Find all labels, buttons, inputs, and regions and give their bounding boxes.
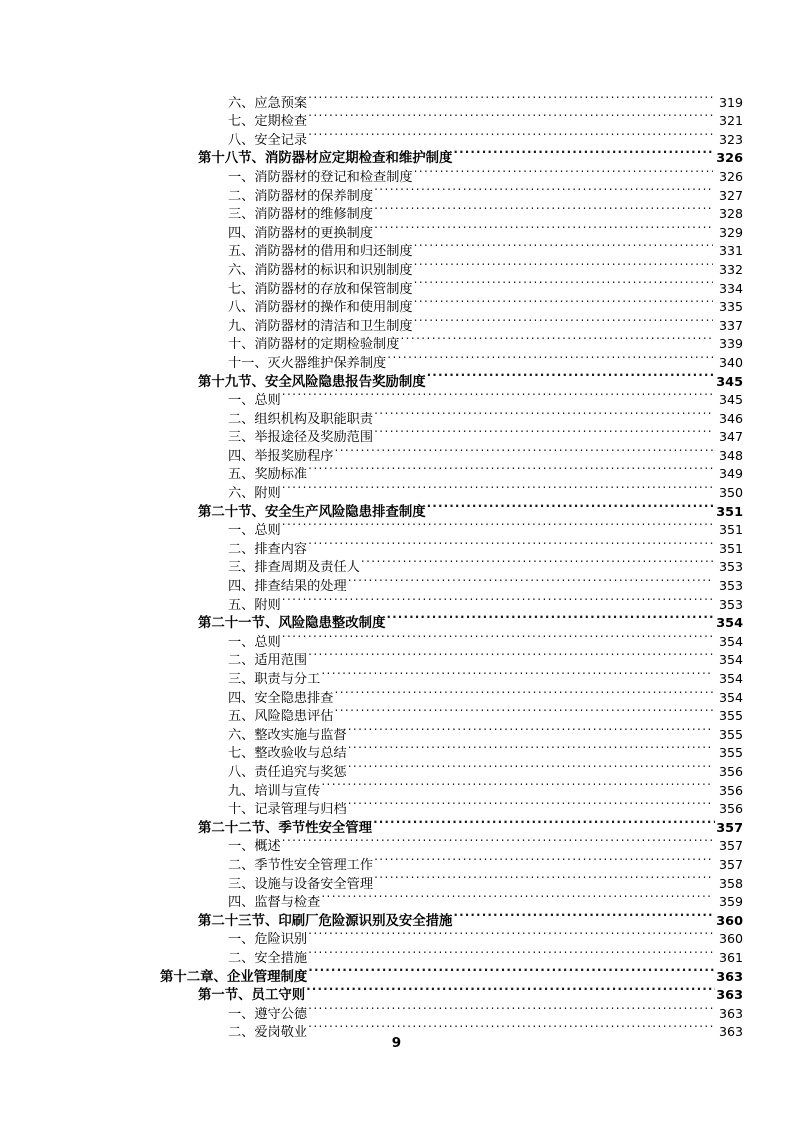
toc-entry-item[interactable] xyxy=(0,627,793,650)
toc-leader-dots xyxy=(308,534,713,553)
toc-entry-page-number: 334 xyxy=(718,280,743,296)
toc-leader-dots xyxy=(374,181,713,200)
toc-entry-item[interactable] xyxy=(0,237,793,260)
toc-leader-dots xyxy=(282,832,713,851)
toc-entry-section[interactable] xyxy=(0,367,793,390)
toc-entry-title: 六、整改实施与监督 xyxy=(228,727,347,743)
toc-entry-title: 二、消防器材的保养制度 xyxy=(228,188,374,204)
toc-entry-page-number: 331 xyxy=(718,243,743,259)
toc-entry-page-number: 348 xyxy=(718,447,743,463)
toc-entry-title: 二、安全措施 xyxy=(228,950,308,966)
toc-entry-item[interactable] xyxy=(0,999,793,1022)
toc-entry-item[interactable] xyxy=(0,776,793,799)
toc-entry-title: 六、消防器材的标识和识别制度 xyxy=(228,262,413,278)
toc-leader-dots xyxy=(361,553,713,572)
toc-entry-page-number: 357 xyxy=(718,856,743,872)
toc-entry-item[interactable] xyxy=(0,441,793,464)
toc-entry-page-number: 356 xyxy=(718,782,743,798)
toc-entry-page-number: 355 xyxy=(718,726,743,742)
toc-entry-item[interactable] xyxy=(0,200,793,223)
toc-entry-page-number: 363 xyxy=(718,1005,743,1021)
toc-entry-list xyxy=(0,88,793,1041)
toc-entry-title: 八、安全记录 xyxy=(228,132,308,148)
toc-leader-dots xyxy=(374,218,713,237)
toc-leader-dots xyxy=(308,646,713,665)
toc-entry-item[interactable] xyxy=(0,664,793,687)
toc-leader-dots xyxy=(282,627,713,646)
toc-leader-dots xyxy=(348,757,713,776)
toc-entry-page-number: 359 xyxy=(718,894,743,910)
toc-entry-item[interactable] xyxy=(0,739,793,762)
toc-leader-dots xyxy=(282,386,713,405)
toc-entry-title: 第二十三节、印刷厂危险源识别及安全措施 xyxy=(198,913,453,929)
toc-entry-item[interactable] xyxy=(0,478,793,502)
toc-leader-dots xyxy=(427,367,716,386)
toc-entry-title: 四、安全隐患排查 xyxy=(228,690,334,706)
toc-leader-dots xyxy=(374,404,713,423)
toc-entry-page-number: 328 xyxy=(718,206,743,222)
toc-entry-page-number: 351 xyxy=(716,504,743,520)
toc-leader-dots xyxy=(453,906,715,925)
toc-entry-title: 五、奖励标准 xyxy=(228,467,308,483)
toc-entry-page-number: 335 xyxy=(718,299,743,315)
toc-entry-section[interactable] xyxy=(0,906,793,929)
toc-entry-page-number: 357 xyxy=(716,820,743,836)
toc-entry-title: 二、排查内容 xyxy=(228,541,308,557)
toc-entry-title: 一、遵守公德 xyxy=(228,1006,308,1022)
toc-entry-item[interactable] xyxy=(0,386,793,409)
toc-leader-dots xyxy=(386,609,715,628)
toc-entry-page-number: 353 xyxy=(718,578,743,594)
toc-entry-page-number: 363 xyxy=(718,1024,743,1040)
toc-leader-dots xyxy=(387,348,713,367)
toc-leader-dots xyxy=(348,571,713,590)
toc-leader-dots xyxy=(282,590,713,609)
toc-entry-page-number: 358 xyxy=(718,875,743,891)
toc-entry-item[interactable] xyxy=(0,869,793,892)
toc-entry-title: 一、概述 xyxy=(228,839,281,855)
toc-leader-dots xyxy=(335,683,714,702)
toc-leader-dots xyxy=(414,311,713,330)
toc-entry-page-number: 319 xyxy=(718,94,743,110)
toc-entry-title: 第二十节、安全生产风险隐患排查制度 xyxy=(198,504,426,520)
toc-leader-dots xyxy=(321,888,713,907)
toc-entry-page-number: 363 xyxy=(716,969,743,985)
toc-leader-dots xyxy=(374,423,713,442)
toc-leader-dots xyxy=(414,237,713,256)
toc-entry-page-number: 361 xyxy=(718,949,743,965)
toc-entry-item[interactable] xyxy=(0,850,793,873)
toc-entry-page-number: 339 xyxy=(718,336,743,352)
toc-entry-item[interactable] xyxy=(0,404,793,427)
toc-entry-page-number: 337 xyxy=(718,317,743,333)
toc-entry-item[interactable] xyxy=(0,925,793,948)
toc-entry-page-number: 354 xyxy=(718,633,743,649)
toc-entry-page-number: 351 xyxy=(718,540,743,556)
toc-leader-dots xyxy=(282,516,713,535)
toc-leader-dots xyxy=(414,293,713,312)
toc-entry-page-number: 354 xyxy=(718,652,743,668)
toc-entry-page-number: 347 xyxy=(718,429,743,445)
toc-entry-page-number: 360 xyxy=(718,931,743,947)
toc-entry-page-number: 353 xyxy=(718,596,743,612)
toc-leader-dots xyxy=(308,999,713,1018)
toc-entry-title: 十、记录管理与归档 xyxy=(228,802,347,818)
toc-entry-title: 二、爱岗敬业 xyxy=(228,1025,308,1041)
toc-leader-dots xyxy=(414,255,713,274)
toc-leader-dots xyxy=(308,107,713,126)
toc-entry-page-number: 329 xyxy=(718,224,743,240)
toc-leader-dots xyxy=(308,1018,713,1037)
toc-entry-item[interactable] xyxy=(0,646,793,669)
toc-leader-dots xyxy=(308,925,713,944)
toc-entry-title: 七、消防器材的存放和保管制度 xyxy=(228,281,413,297)
toc-entry-title: 第十二章、企业管理制度 xyxy=(160,969,308,985)
toc-entry-page-number: 356 xyxy=(718,801,743,817)
toc-entry-title: 四、消防器材的更换制度 xyxy=(228,225,374,241)
toc-entry-title: 第十九节、安全风险隐患报告奖励制度 xyxy=(198,374,426,390)
page-number-footer: 9 xyxy=(391,1035,402,1051)
toc-entry-title: 六、应急预案 xyxy=(228,95,308,111)
toc-entry-page-number: 357 xyxy=(718,838,743,854)
toc-leader-dots xyxy=(308,88,713,107)
toc-entry-item[interactable] xyxy=(0,702,793,725)
toc-entry-item[interactable] xyxy=(0,460,793,483)
toc-leader-dots xyxy=(414,274,713,293)
toc-entry-item[interactable] xyxy=(0,720,793,743)
toc-entry-section[interactable] xyxy=(0,981,793,1004)
toc-entry-page-number: 351 xyxy=(718,522,743,538)
toc-entry-page-number: 346 xyxy=(718,410,743,426)
toc-entry-item[interactable] xyxy=(0,757,793,780)
toc-entry-section[interactable] xyxy=(0,813,793,836)
toc-entry-title: 十一、灭火器维护保养制度 xyxy=(228,355,387,371)
toc-entry-page-number: 323 xyxy=(718,131,743,147)
toc-entry-title: 六、附则 xyxy=(228,486,281,502)
toc-entry-item[interactable] xyxy=(0,832,793,855)
toc-entry-title: 第二十一节、风险隐患整改制度 xyxy=(198,616,386,632)
toc-entry-title: 一、危险识别 xyxy=(228,932,308,948)
toc-entry-title: 一、消防器材的登记和检查制度 xyxy=(228,169,413,185)
toc-leader-dots xyxy=(321,664,713,683)
toc-leader-dots xyxy=(308,125,713,144)
toc-entry-item[interactable] xyxy=(0,348,793,371)
toc-entry-title: 九、消防器材的清洁和卫生制度 xyxy=(228,318,413,334)
toc-entry-title: 三、举报途径及奖励范围 xyxy=(228,430,374,446)
toc-entry-page-number: 355 xyxy=(718,745,743,761)
toc-entry-title: 四、举报奖励程序 xyxy=(228,448,334,464)
toc-leader-dots xyxy=(308,962,715,981)
toc-leader-dots xyxy=(414,162,713,181)
toc-entry-title: 三、设施与设备安全管理 xyxy=(228,876,374,892)
toc-entry-title: 三、职责与分工 xyxy=(228,672,321,687)
toc-entry-page-number: 345 xyxy=(718,392,743,408)
toc-leader-dots xyxy=(400,330,713,349)
toc-entry-item[interactable] xyxy=(0,107,793,130)
toc-entry-page-number: 345 xyxy=(716,374,743,390)
toc-leader-dots xyxy=(453,144,715,163)
toc-entry-title: 第二十二节、季节性安全管理 xyxy=(198,820,373,836)
toc-entry-item[interactable] xyxy=(0,1018,793,1041)
toc-leader-dots xyxy=(321,776,713,795)
toc-entry-item[interactable] xyxy=(0,943,793,966)
toc-leader-dots xyxy=(348,720,713,739)
toc-entry-title: 二、组织机构及职能职责 xyxy=(228,411,374,427)
toc-entry-title: 八、消防器材的操作和使用制度 xyxy=(228,300,413,316)
toc-leader-dots xyxy=(373,813,715,832)
toc-entry-page-number: 326 xyxy=(718,168,743,184)
toc-entry-page-number: 326 xyxy=(716,151,743,167)
toc-entry-title: 七、定期检查 xyxy=(228,114,308,130)
toc-leader-dots xyxy=(374,200,713,219)
toc-entry-section[interactable] xyxy=(0,497,793,520)
toc-entry-item[interactable] xyxy=(0,516,793,539)
toc-entry-title: 三、消防器材的维修制度 xyxy=(228,207,374,223)
toc-leader-dots xyxy=(348,795,713,814)
toc-entry-page-number: 321 xyxy=(718,113,743,129)
toc-entry-title: 十、消防器材的定期检验制度 xyxy=(228,337,400,353)
toc-entry-page-number: 360 xyxy=(716,913,743,929)
toc-leader-dots xyxy=(335,441,714,460)
toc-leader-dots xyxy=(374,869,713,888)
toc-entry-item[interactable] xyxy=(0,88,793,111)
toc-entry-item[interactable] xyxy=(0,571,793,595)
toc-entry-title: 五、消防器材的借用和归还制度 xyxy=(228,244,413,260)
toc-leader-dots xyxy=(427,497,716,516)
toc-entry-page-number: 355 xyxy=(718,708,743,724)
toc-entry-title: 七、整改验收与总结 xyxy=(228,746,347,762)
toc-entry-item[interactable] xyxy=(0,888,793,911)
toc-entry-section[interactable] xyxy=(0,609,793,632)
toc-entry-item[interactable] xyxy=(0,534,793,557)
toc-entry-item[interactable] xyxy=(0,683,793,706)
toc-entry-title: 一、总则 xyxy=(228,393,281,409)
toc-leader-dots xyxy=(374,850,713,869)
toc-entry-title: 第十八节、消防器材应定期检查和维护制度 xyxy=(198,151,453,167)
toc-entry-page-number: 349 xyxy=(718,466,743,482)
toc-entry-title: 一、总则 xyxy=(228,634,281,650)
toc-entry-title: 二、适用范围 xyxy=(228,653,308,669)
toc-leader-dots xyxy=(335,702,714,721)
toc-entry-title: 四、排查结果的处理 xyxy=(228,579,347,595)
toc-entry-page-number: 354 xyxy=(718,671,743,686)
toc-entry-item[interactable] xyxy=(0,181,793,204)
toc-entry-title: 五、附则 xyxy=(228,597,281,613)
toc-entry-title: 四、监督与检查 xyxy=(228,895,321,911)
toc-leader-dots xyxy=(282,478,713,497)
toc-entry-section[interactable] xyxy=(0,144,793,167)
toc-entry-item[interactable] xyxy=(0,125,793,148)
toc-leader-dots xyxy=(308,460,713,479)
toc-entry-page-number: 363 xyxy=(716,988,743,1004)
toc-entry-page-number: 354 xyxy=(718,689,743,705)
toc-leader-dots xyxy=(308,943,713,962)
toc-entry-title: 三、排查周期及责任人 xyxy=(228,560,360,576)
toc-entry-item[interactable] xyxy=(0,553,793,576)
toc-entry-title: 一、总则 xyxy=(228,523,281,539)
toc-entry-title: 五、风险隐患评估 xyxy=(228,709,334,725)
toc-entry-chapter[interactable] xyxy=(0,962,793,985)
toc-entry-title: 九、培训与宣传 xyxy=(228,783,321,799)
toc-entry-title: 八、责任追究与奖惩 xyxy=(228,764,347,780)
toc-leader-dots xyxy=(306,981,715,1000)
toc-entry-page-number: 353 xyxy=(718,559,743,575)
toc-entry-title: 二、季节性安全管理工作 xyxy=(228,857,374,873)
toc-entry-item[interactable] xyxy=(0,218,793,241)
toc-entry-page-number: 327 xyxy=(718,187,743,203)
toc-leader-dots xyxy=(348,739,713,758)
toc-entry-page-number: 354 xyxy=(716,616,743,632)
toc-entry-title: 第一节、员工守则 xyxy=(198,988,306,1004)
toc-entry-page-number: 350 xyxy=(718,485,743,501)
toc-entry-page-number: 332 xyxy=(718,261,743,277)
toc-entry-page-number: 356 xyxy=(718,763,743,779)
toc-entry-page-number: 340 xyxy=(718,354,743,370)
toc-entry-item[interactable] xyxy=(0,423,793,446)
toc-entry-item[interactable] xyxy=(0,795,793,818)
toc-entry-item[interactable] xyxy=(0,590,793,613)
